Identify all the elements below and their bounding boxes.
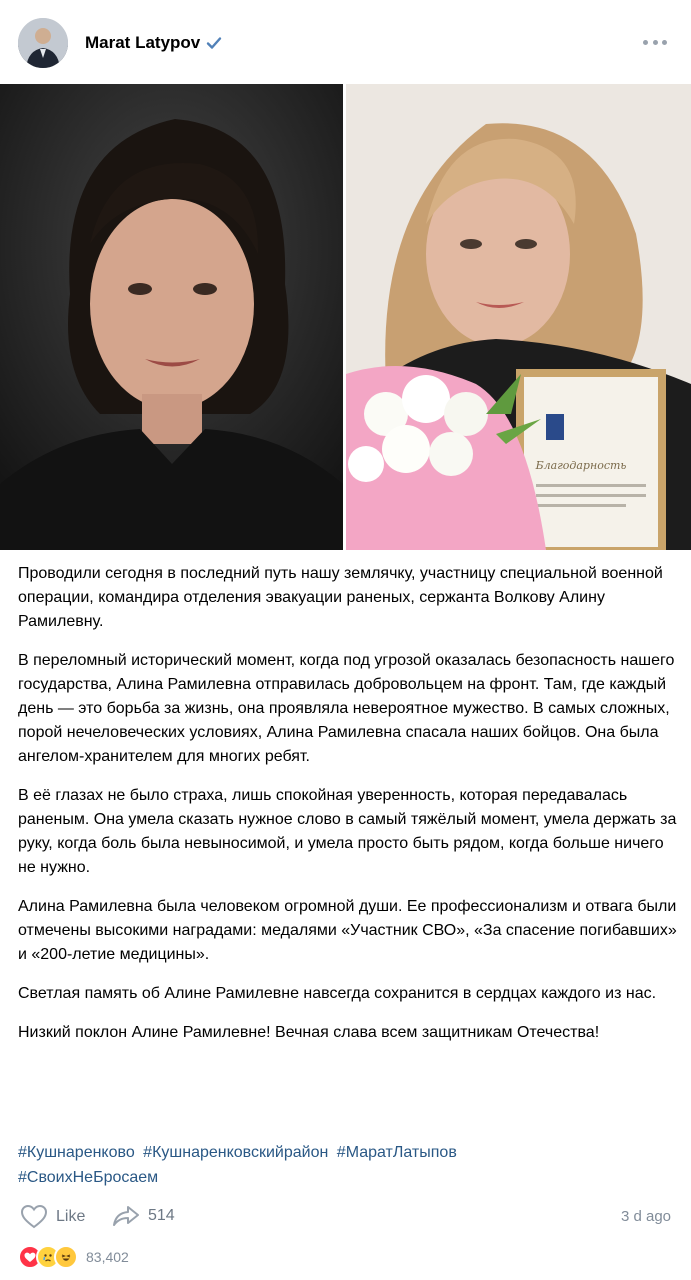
verified-icon	[206, 35, 222, 51]
portrait-photo-flowers-certificate[interactable]	[346, 84, 691, 550]
paragraph: В переломный исторический момент, когда под угрозой оказалась безопасность нашего государства, Алина Рамилевна отправилась добровольцем на фронт. Там, где каждый день — это борьба за жизнь, она проявляла невероятное мужество. В самых сложных, порой нечеловеческих условиях, Алина Рамилевна спасала наших бойцов. Она была ангелом-хранителем для многих ребят.	[18, 652, 675, 765]
post-header	[0, 0, 691, 84]
share-icon	[112, 1204, 140, 1228]
more-options-icon[interactable]	[643, 32, 667, 52]
like-button[interactable]	[20, 1204, 85, 1230]
photo-grid	[0, 84, 691, 550]
paragraph: В её глазах не было страха, лишь спокойная уверенность, которая передавалась раненым. Она умела сказать нужное слово в самый тяжёлый момент, умела держать за руку, когда боль была невыносимой, и умела просто быть рядом, когда больше ничего не нужно.	[18, 787, 677, 876]
hashtag-link[interactable]: #Кушнаренково	[18, 1144, 135, 1161]
certificate-heading: Благодарность	[535, 459, 627, 472]
heart-outline-icon	[20, 1204, 48, 1230]
hashtag-link[interactable]: #СвоихНеБросаем	[18, 1169, 159, 1186]
share-button[interactable]	[112, 1204, 175, 1228]
action-bar	[0, 1196, 691, 1236]
paragraph: Светлая память об Алине Рамилевне навсегда сохранится в сердцах каждого из нас.	[18, 985, 657, 1002]
share-count: 514	[148, 1207, 175, 1224]
reactions-summary[interactable]	[18, 1245, 129, 1269]
avatar[interactable]	[18, 18, 68, 68]
hashtag-link[interactable]: #МаратЛатыпов	[336, 1144, 457, 1161]
post-time[interactable]: 3 d ago	[620, 1208, 671, 1225]
author-name[interactable]: Marat Latypov	[85, 33, 201, 52]
post-text	[18, 562, 678, 1060]
portrait-photo-dark[interactable]	[0, 84, 343, 550]
paragraph: Проводили сегодня в последний путь нашу землячку, участницу специальной военной операции, командира отделения эвакуации раненых, сержанта Волкову Алину Рамилевну.	[18, 565, 663, 630]
paragraph: Алина Рамилевна была человеком огромной души. Ее профессионализм и отвага были отмечены высокими наградами: медалями «Участник СВО», «За спасение погибавших» и «200-летие медицины».	[18, 898, 677, 963]
author-name-link[interactable]	[85, 33, 222, 53]
like-label: Like	[56, 1208, 86, 1225]
reactions-count: 83,402	[86, 1249, 129, 1265]
paragraph: Низкий поклон Алине Рамилевне! Вечная слава всем защитникам Отечества!	[18, 1024, 600, 1041]
hashtags	[18, 1140, 678, 1190]
hashtag-link[interactable]: #Кушнаренковскийрайон	[143, 1144, 329, 1161]
laughing-face-icon	[54, 1245, 78, 1269]
